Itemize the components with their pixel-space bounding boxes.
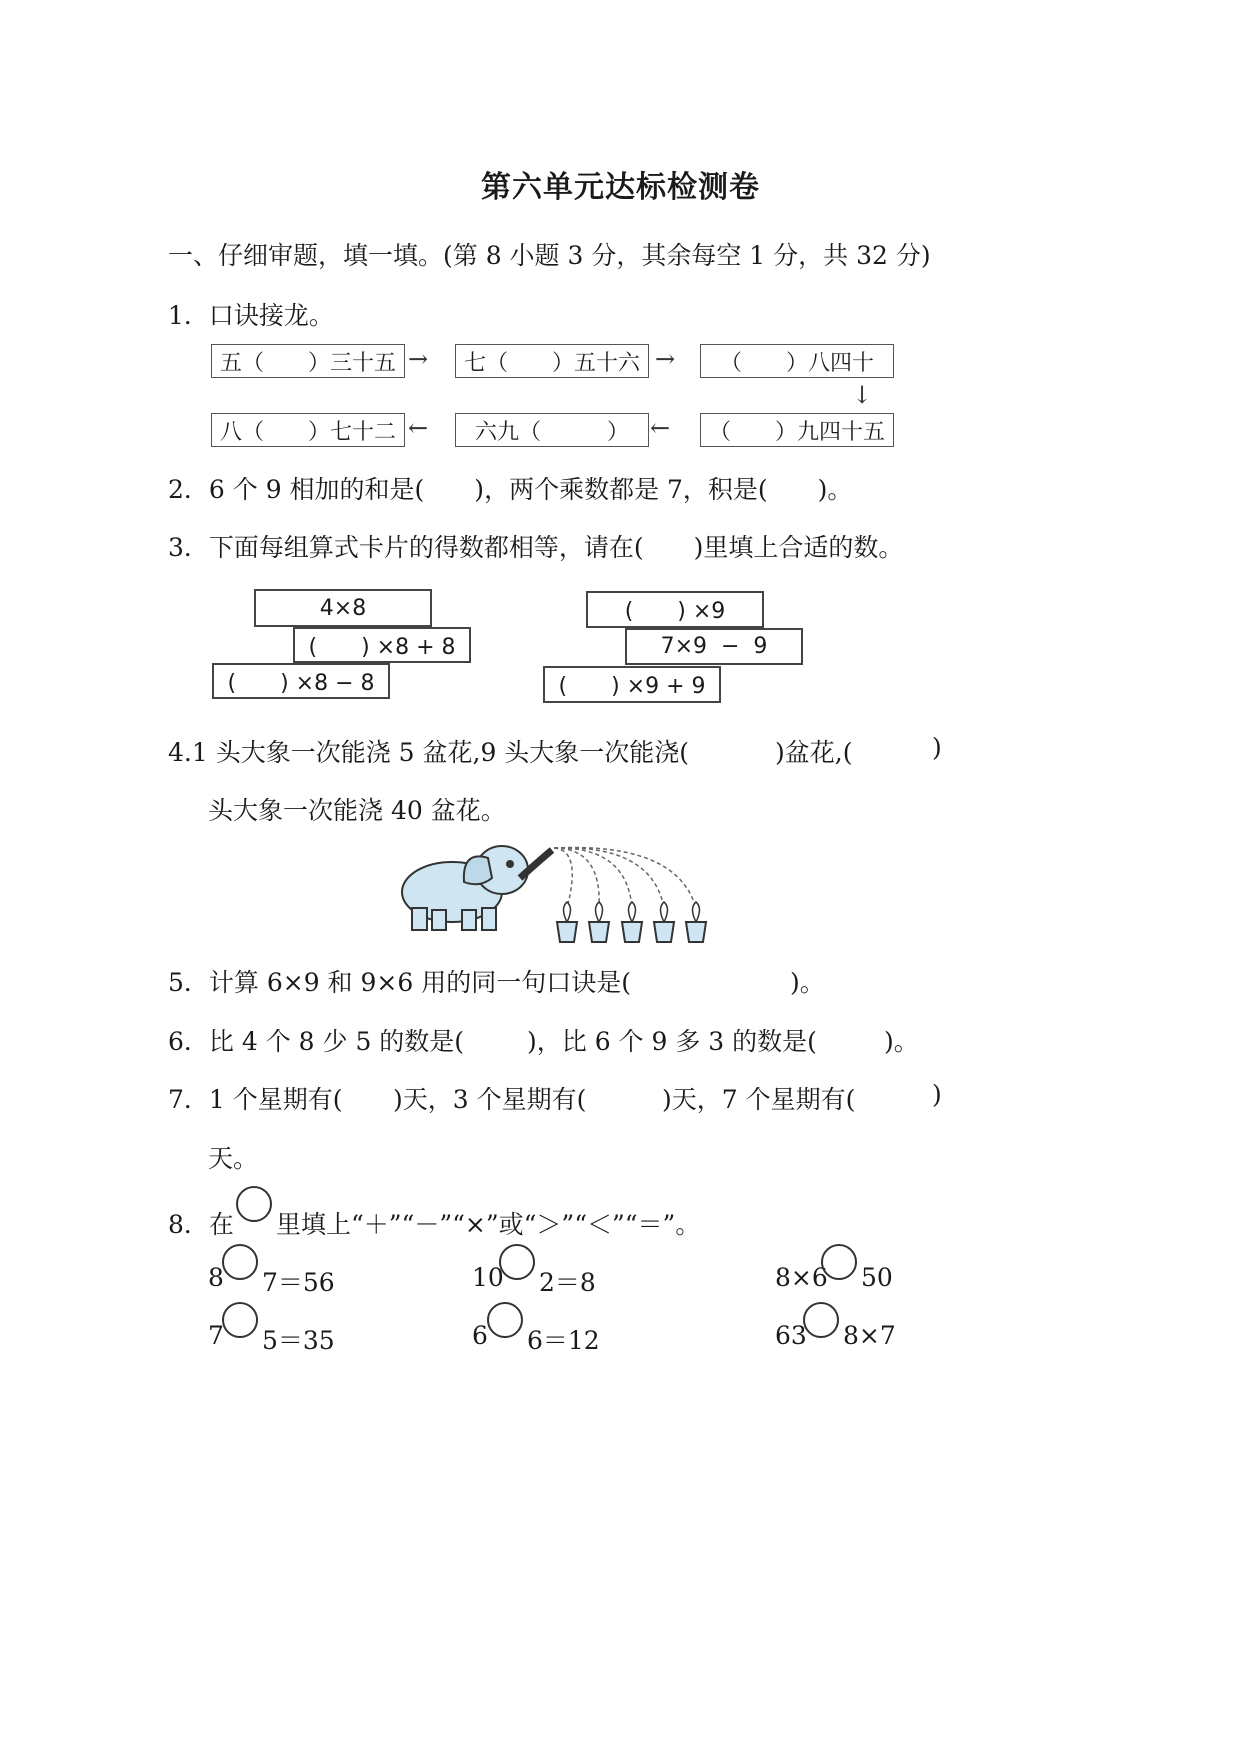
equation-3-right: 50	[861, 1263, 893, 1292]
question-5-a: 5．计算 6×9 和 9×6 用的同一句口诀是(	[168, 968, 631, 997]
equation-5-left: 6	[472, 1321, 488, 1350]
elephant-icon	[402, 846, 552, 930]
answer-circle-3[interactable]	[821, 1244, 857, 1280]
elephant-watering-flowers-illustration	[392, 830, 722, 948]
answer-circle-4[interactable]	[222, 1302, 258, 1338]
page-title: 第六单元达标检测卷	[481, 170, 760, 205]
answer-circle-5[interactable]	[487, 1302, 523, 1338]
card-left-1: 4×8	[254, 589, 432, 627]
question-3-label: 3．下面每组算式卡片的得数都相等，请在( )里填上合适的数。	[168, 533, 904, 562]
answer-circle-6[interactable]	[803, 1302, 839, 1338]
equation-1-right: 7＝56	[262, 1268, 335, 1297]
arrow-left-icon: ←	[408, 414, 429, 442]
question-7-line2: 天。	[208, 1144, 259, 1173]
chain-box-1: 五（ ）三十五	[211, 344, 405, 378]
arrow-down-icon: ↓	[852, 381, 873, 409]
question-6-b: )，比 6 个 9 多 3 的数是(	[527, 1027, 817, 1056]
answer-circle-1[interactable]	[222, 1244, 258, 1280]
equation-2-right: 2＝8	[539, 1268, 596, 1297]
flower-pots-icon	[557, 922, 706, 942]
question-7-c: )天，7 个星期有(	[662, 1085, 856, 1114]
blank-circle-icon	[236, 1186, 272, 1222]
equation-4-right: 5＝35	[262, 1326, 335, 1355]
arrow-left-icon: ←	[650, 414, 671, 442]
question-1-label: 1．口诀接龙。	[168, 301, 334, 330]
water-spray-icon	[554, 848, 696, 909]
equation-3-left: 8×6	[775, 1263, 828, 1292]
chain-box-4: （ ）九四十五	[700, 413, 894, 447]
chain-box-5: 六九（ ）	[455, 413, 649, 447]
question-6-a: 6．比 4 个 8 少 5 的数是(	[168, 1027, 465, 1056]
equation-2-left: 10	[472, 1263, 504, 1292]
card-left-3: ( ) ×8 − 8	[212, 663, 390, 699]
equation-4-left: 7	[208, 1321, 224, 1350]
question-8-b: 里填上“＋”“－”“×”或“＞”“＜”“＝”。	[276, 1210, 701, 1239]
card-right-3: ( ) ×9 + 9	[543, 666, 721, 703]
question-2: 2．6 个 9 相加的和是( )，两个乘数都是 7，积是( )。	[168, 475, 853, 504]
card-left-2: ( ) ×8 + 8	[293, 627, 471, 663]
question-8-a: 8．在	[168, 1210, 234, 1239]
equation-1-left: 8	[208, 1263, 224, 1292]
question-4-line1-a: 4.1 头大象一次能浇 5 盆花,9 头大象一次能浇(	[168, 738, 690, 767]
answer-circle-2[interactable]	[499, 1244, 535, 1280]
question-7-d: )	[932, 1080, 942, 1109]
card-right-2: 7×9 − 9	[625, 628, 803, 665]
question-7-b: )天，3 个星期有(	[393, 1085, 587, 1114]
equation-5-right: 6＝12	[527, 1326, 600, 1355]
card-right-1: ( ) ×9	[586, 591, 764, 628]
question-4-line2: 头大象一次能浇 40 盆花。	[208, 796, 506, 825]
section-heading: 一、仔细审题，填一填。(第 8 小题 3 分，其余每空 1 分，共 32 分)	[168, 241, 931, 270]
question-4-line1-b: )盆花,(	[775, 738, 853, 767]
question-4-line1-c: )	[932, 733, 942, 762]
question-6-c: )。	[884, 1027, 919, 1056]
equation-6-right: 8×7	[843, 1321, 896, 1350]
arrow-right-icon: →	[655, 345, 676, 373]
equation-6-left: 63	[775, 1321, 807, 1350]
chain-box-6: 八（ ）七十二	[211, 413, 405, 447]
question-5-b: )。	[790, 968, 825, 997]
chain-box-3: （ ）八四十	[700, 344, 894, 378]
arrow-right-icon: →	[408, 345, 429, 373]
question-7-a: 7．1 个星期有(	[168, 1085, 343, 1114]
chain-box-2: 七（ ）五十六	[455, 344, 649, 378]
